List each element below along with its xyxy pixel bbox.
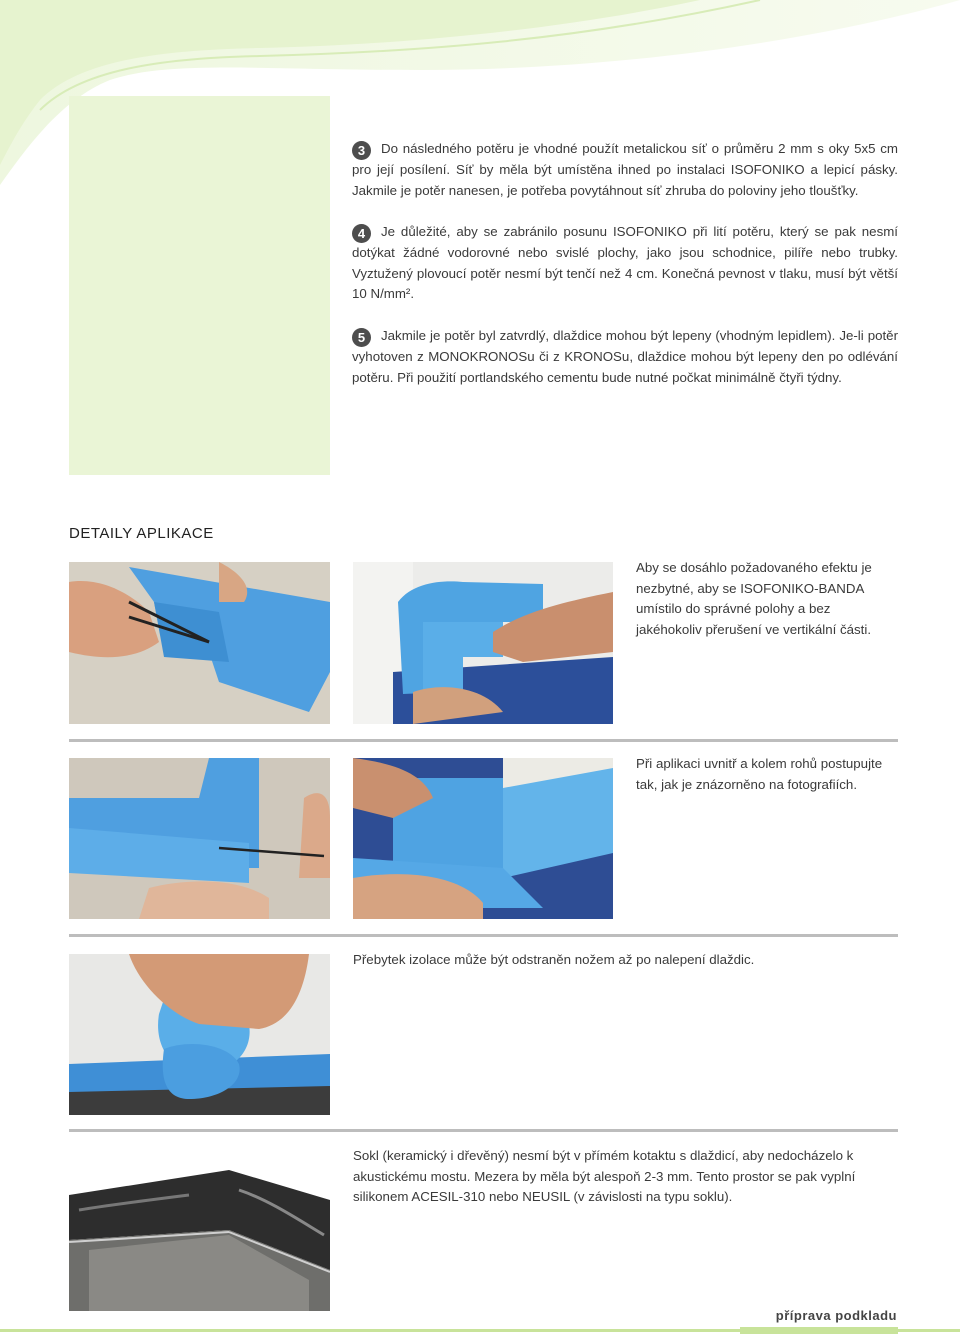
photo-outer-corner [353, 758, 613, 919]
detail-caption-2: Při aplikaci uvnitř a kolem rohů postupujte tak, jak je znázorněno na fotografiích. [636, 756, 883, 792]
separator-rule [69, 739, 898, 742]
separator-rule [69, 934, 898, 937]
step-number-badge: 5 [352, 328, 371, 347]
step-5 [352, 326, 898, 388]
footer-bar [0, 1327, 960, 1334]
detail-caption-4: Sokl (keramický i dřevěný) nesmí být v přímém kotaktu s dlaždicí, aby nedocházelo k akustickému mostu. Mezera by měla být alespoň 2-3 mm. Tento prostor se pak vyplní silikonem ACESIL-310 nebo NEUSIL (v závislosti na typu soklu). [353, 1148, 856, 1204]
step-number-badge: 3 [352, 141, 371, 160]
step-4 [352, 222, 898, 305]
step-text: Do následného potěru je vhodné použít metalickou síť o průměru 2 mm s oky 5x5 cm pro její posílení. Síť by měla být umístěna ihned po instalaci ISOFONIKO a lepicí pásky. Jakmile je potěr nanesen, je potřeba povytáhnout síť zhruba do poloviny jeho tloušťky. [352, 141, 898, 198]
photo-trimming-excess [69, 954, 330, 1115]
photo-cutting-strip [69, 562, 330, 724]
footer-label: příprava podkladu [775, 1308, 897, 1323]
photo-corner-cut [69, 758, 330, 919]
separator-rule [69, 1129, 898, 1132]
step-text: Je důležité, aby se zabránilo posunu ISOFONIKO při lití potěru, který se pak nesmí dotýkat žádné vodorovné nebo svislé plochy, jako jsou schodnice, pilíře nebo trubky. Vyztužený plovoucí potěr nesmí být tenčí než 4 cm. Konečná pevnost v tlaku, musí být větší 10 N/mm². [352, 224, 898, 301]
photo-skirting-board [69, 1150, 330, 1311]
detail-caption-1: Aby se dosáhlo požadovaného efektu je nezbytné, aby se ISOFONIKO-BANDA umístilo do správné polohy a bez jakéhokoliv přerušení ve vertikální části. [636, 560, 872, 637]
step-3 [352, 139, 898, 201]
photo-corner-placement [353, 562, 613, 724]
side-panel [69, 96, 330, 475]
step-number-badge: 4 [352, 224, 371, 243]
step-text: Jakmile je potěr byl zatvrdlý, dlaždice mohou být lepeny (vhodným lepidlem). Je-li potěr vyhotoven z MONOKRONOSu či z KRONOSu, dlaždice mohou být lepeny den po odlévání potěru. Při použití portlandského cementu bude nutné počkat minimálně čtyři týdny. [352, 328, 898, 385]
detail-caption-3: Přebytek izolace může být odstraněn nožem až po nalepení dlaždic. [353, 952, 755, 967]
section-title: DETAILY APLIKACE [69, 525, 214, 542]
